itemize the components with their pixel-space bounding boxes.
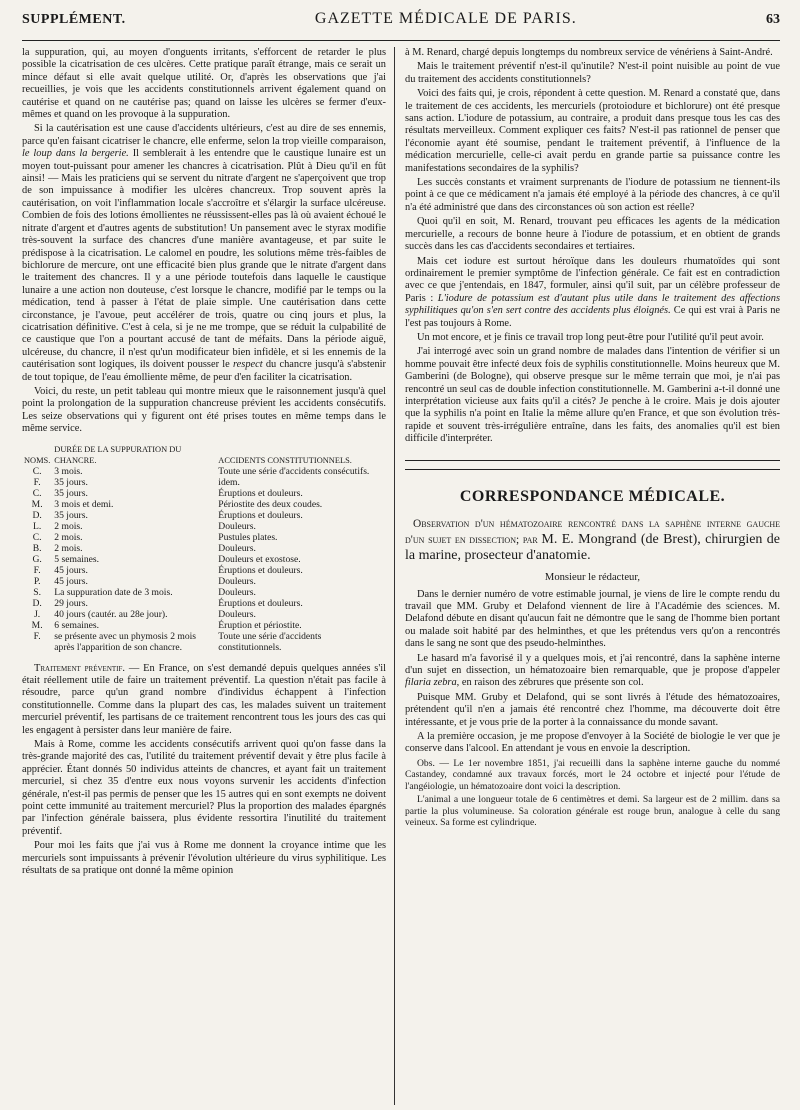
paragraph: Quoi qu'il en soit, M. Renard, trouvant peu efficaces les agents de la médication mercurielle, a recours de bonne heure à l'iodure de potassium, et en obtient de grands succès dans les cas d'accidents secondaires et tertiaires. — [405, 216, 780, 253]
table-cell-nom: C. — [32, 465, 42, 477]
table-cell-nom: C. — [32, 487, 42, 499]
text-run: Observation d'un hématozoaire rencontré dans la saphène interne gauche d'un sujet en dissection; par — [405, 517, 780, 546]
table-cell-nom: F. — [33, 476, 41, 488]
right-column — [394, 47, 780, 1105]
italic-quote: L'iodure de potassium est d'autant plus utile dans le traitement des affections syphilitiques qu'on s'en sert contre des accidents plus éloignés. — [405, 292, 780, 317]
table-cell-duree: La suppuration date de 3 mois. — [54, 586, 173, 598]
table-row — [22, 477, 386, 488]
table-cell-nom: F. — [33, 630, 41, 642]
table-cell-nom: P. — [33, 575, 41, 587]
text-run: du chancre jusqu'à s'abstenir de tout topique, de l'eau émolliente même, de peur d'en faciliter la cicatrisation. — [22, 359, 387, 383]
table-cell-nom: M. — [31, 498, 43, 510]
section-title: CORRESPONDANCE MÉDICALE. — [459, 487, 726, 505]
table-cell-accidents: Douleurs et exostose. — [218, 553, 301, 565]
table-cell-nom: C. — [32, 531, 42, 543]
table-cell-duree: 2 mois. — [54, 520, 83, 532]
table-row — [22, 631, 386, 653]
table-cell-nom: L. — [33, 520, 42, 532]
observation-paragraph: L'animal a une longueur totale de 6 centimètres et demi. Sa largeur est de 2 millim. dans sa partie la plus volumineuse. Sa coloration générale est rouge brun, analogue à celle du sang veineux. Sa forme est cylindrique. — [405, 794, 780, 828]
observations-table — [22, 444, 386, 653]
text-run: Si la cautérisation est une cause d'accidents ultérieurs, c'est au dire de ses ennemis, parce qu'en faisant cicatriser le chancre, elle enferme, selon la trop vieille comparaison, — [22, 123, 386, 147]
table-cell-accidents: Éruption et périostite. — [218, 619, 302, 631]
table-cell-nom: J. — [34, 608, 41, 620]
observation-title — [405, 516, 780, 564]
paragraph: Voici, du reste, un petit tableau qui montre mieux que le raisonnement jusqu'à quel point la prolongation de la suppuration chancreuse prévient les accidents consécutifs. Les seize observations qui y figurent ont été prises toutes en même temps dans le même service. — [22, 385, 386, 435]
table-cell-nom: F. — [33, 564, 41, 576]
table-cell-nom: D. — [32, 597, 42, 609]
table-cell-duree: 35 jours. — [54, 509, 88, 521]
table-cell-duree: 35 jours. — [54, 476, 88, 488]
table-cell-accidents: Éruptions et douleurs. — [218, 487, 303, 499]
text-run: Mais cet iodure est surtout héroïque dans les douleurs rhumatoïdes qui sont ordinairement le premier symptôme de l'infection générale. Ce fait est en contradiction avec ce que j'entendais, en 1847, formuler, ainsi qu'il suit, par un célèbre professeur de Paris : — [405, 255, 780, 304]
table-cell-accidents: Douleurs. — [218, 520, 256, 532]
section-rule — [405, 460, 780, 461]
observation-paragraph: Obs. — Le 1er novembre 1851, j'ai recueilli dans la saphène interne gauche du nommé Castandey, condamné aux travaux forcés, mort le 24 octobre et injecté pour l'étude de l'angéiologie, un hématozoaire dont voici la description. — [405, 757, 780, 792]
table-cell-duree: 35 jours. — [54, 487, 88, 499]
table-cell-duree: 29 jours. — [54, 597, 88, 609]
paragraph: A la première occasion, je me propose d'envoyer à la Société de biologie le ver que je conserve dans l'alcool. En attendant je vous en envoie la description. — [405, 731, 780, 755]
table-body — [22, 466, 386, 653]
page-header — [22, 10, 780, 41]
table-header-duree: DURÉE DE LA SUPPURATION DU CHANCRE. — [54, 444, 182, 465]
italic-phrase: respect — [233, 359, 263, 371]
table-cell-accidents: Douleurs. — [218, 608, 256, 620]
table-cell-duree: 2 mois. — [54, 531, 83, 543]
paragraph: Dans le dernier numéro de votre estimable journal, je viens de lire le compte rendu du travail que MM. Gruby et Delafond viennent de lire à l'Académie des sciences. M. Delafond débute en disant qu'aucun fait ne démontre que le sang de l'homme bien portant ou malade soit habité par des helminthes, et que les prétendus vers qu'on a rencontrés dans le sang ne sont que des pseudo-helminthes. — [405, 588, 780, 650]
paragraph — [405, 653, 780, 690]
table-cell-accidents: Douleurs. — [218, 586, 256, 598]
table-cell-nom: B. — [32, 542, 42, 554]
paragraph — [22, 663, 386, 737]
table-row — [22, 532, 386, 543]
table-cell-duree: 45 jours. — [54, 564, 88, 576]
table-row — [22, 521, 386, 532]
paragraph: Mais à Rome, comme les accidents consécutifs arrivent quoi qu'on fasse dans la très-grande majorité des cas, l'utilité du traitement préventif devait y être plus facile à apprécier. Étant donnés 50 individus atteints de chancres, et ayant fait un traitement mercuriel, si chez 35 d'entre eux nous voyons survenir les accidents d'infection générale, n'est-il pas permis de penser que les 15 autres qui en sont exempts ne doivent point cette immunité au traitement mercuriel? Plus la proportion des malades épargnés par l'infection générale baissera, plus évidente ressortira l'inutilité du traitement préventif. — [22, 739, 386, 837]
table-row — [22, 598, 386, 609]
table-row — [22, 620, 386, 631]
table-row — [22, 543, 386, 554]
paragraph: Les succès constants et vraiment surprenants de l'iodure de potassium ne tiennent-ils point à ce que ce médicament n'a jamais été employé à la période des chancres, à ce qu'il n'a été administré que dans des circonstances où son action est réelle? — [405, 177, 780, 213]
table-row — [22, 554, 386, 565]
table-cell-accidents: idem. — [218, 476, 240, 488]
paragraph: J'ai interrogé avec soin un grand nombre de malades dans l'intention de vérifier si un homme pouvait être infecté deux fois de syphilis constitutionnelle. Moins heureux que M. Gamberini (de Bologne), qui observe presque sur le même terrain que moi, je n'ai pas rencontré un seul cas de double infection constitutionnelle. M. Gamberini a-t-il donné une interprétation vicieuse aux faits qu'il a cités? Je penche à le croire. Mais je dois ajouter que la syphilis n'a point en Italie la même allure qu'en France, et que son évolution très-rapide et souvent très-irrégulière entraîne, dans les faits, des anomalies qu'il est bien difficile d'interpréter. — [405, 346, 780, 445]
table-cell-duree: 3 mois et demi. — [54, 498, 114, 510]
table-cell-accidents: Douleurs. — [218, 575, 256, 587]
left-column — [22, 47, 394, 1105]
table-cell-duree: 3 mois. — [54, 465, 83, 477]
table-cell-accidents: Éruptions et douleurs. — [218, 564, 303, 576]
table-row — [22, 565, 386, 576]
table-cell-accidents: Éruptions et douleurs. — [218, 509, 303, 521]
paragraph — [405, 256, 780, 330]
paragraph: Mais le traitement préventif n'est-il qu'inutile? N'est-il point nuisible au point de vue du traitement des accidents constitutionnels? — [405, 61, 780, 85]
paragraph: Un mot encore, et je finis ce travail trop long peut-être pour l'utilité qu'il peut avoir. — [417, 331, 764, 343]
table-row — [22, 499, 386, 510]
page-number: 63 — [765, 12, 780, 27]
table-cell-nom: M. — [31, 619, 43, 631]
paragraph — [22, 123, 386, 384]
text-run: Ce qui est vrai à Paris ne l'est pas toujours à Rome. — [405, 305, 780, 329]
table-cell-accidents: Toute une série d'accidents consécutifs. — [218, 465, 370, 477]
table-cell-nom: G. — [32, 553, 42, 565]
table-cell-duree: se présente avec un phymosis 2 mois après l'apparition de son chancre. — [54, 630, 197, 653]
table-cell-nom: S. — [33, 586, 42, 598]
table-cell-duree: 2 mois. — [54, 542, 83, 554]
table-header-accidents: ACCIDENTS CONSTITUTIONNELS. — [218, 455, 352, 465]
text-run: Il semblerait à les entendre que le caustique lunaire est un moyen tout-puissant pour amener les chancres à cicatrisation. Plût à Dieu qu'il en fût ainsi! — Mais les praticiens qui se servent du nitrate d'argent ne s'aperçoivent que trop de son impuissance à modifier les ulcères chancreux. Trop souvent après la cautérisation, on voit l'inflammation locale s'accroître et s'élargir la surface ulcéreuse. Combien de fois des lotions émollientes ne réussissent-elles pas là où avaient échoué le nitrate d'argent et d'autres agents de substitution! Un pansement avec le styrax modifie très-souvent la surface des chancres d'une manière avantageuse, et par suite le prédispose à la cicatrisation. Le calomel en poudre, les solutions même très-faibles de bichlorure de mercure, ont une efficacité bien plus grande que le nitrate d'argent dans le traitement des chancres. Il y a une période toutefois dans laquelle le caustique lunaire a une action non douteuse, c'est lorsque le chancre, modifié par le temps ou la médication, tend à passer à l'état de plaie simple. Une cautérisation dans cette circonstance, je l'avoue, peut accélérer de trois, quatre ou cinq jours et plus, la cicatrisation définitive. C'est à cela, si je ne me trompe, que se réduit la culpabilité de ce caustique que l'on a pourtant accusé de tant de méfaits. Dans la période aiguë, ulcéreuse, du chancre, il n'est qu'un modificateur bien infidèle, et si les ennemis de la cautérisation sont logiques, ils doivent pousser le — [22, 148, 386, 371]
species-name: filaria zebra — [405, 677, 457, 689]
table-cell-accidents: Éruptions et douleurs. — [218, 597, 303, 609]
paragraph: à M. Renard, chargé depuis longtemps du nombreux service de vénériens à Saint-André. — [405, 47, 773, 58]
paragraph: Pour moi les faits que j'ai vus à Rome me donnent la croyance intime que les mercuriels sont impuissants à prévenir l'évolution ultérieure du virus syphilitique. Les résultats de sa pratique ont donné la même opinion — [22, 840, 386, 877]
table-cell-duree: 45 jours. — [54, 575, 88, 587]
journal-title: GAZETTE MÉDICALE DE PARIS. — [314, 10, 577, 27]
table-row — [22, 576, 386, 587]
author-line: M. E. Mongrand (de Brest), chirurgien de la marine, prosecteur d'anatomie. — [405, 531, 780, 563]
text-run: , en raison des zébrures que présente son col. — [456, 677, 644, 689]
columns — [22, 47, 780, 1105]
section-rule-thin — [405, 469, 780, 470]
table-row — [22, 510, 386, 521]
text-run: Le hasard m'a favorisé il y a quelques mois, et j'ai rencontré, dans la saphène interne d'un sujet en dissection, un hématozoaire bien remarquable, que je propose d'appeler — [405, 652, 780, 677]
table-row — [22, 587, 386, 598]
text-run: — En France, on s'est demandé depuis quelques années s'il était réellement utile de faire un traitement préventif. La question n'était pas facile à résoudre, parce qu'un grand nombre d'individus échappent à l'infection constitutionnelle. Comme dans la plupart des cas, les malades suivent un traitement mercuriel préventif, les partisans de ce traitement rencontrent tous les jours des cas qui les engagent à persister dans leur manière de faire. — [22, 662, 386, 736]
salutation: Monsieur le rédacteur, — [544, 571, 641, 583]
paragraph: Voici des faits qui, je crois, répondent à cette question. M. Renard a constaté que, dans le traitement de ces accidents, les mercuriels (protoiodure et bichlorure) ont été presque sans action. L'iodure de potassium, au contraire, a produit dans presque tous les cas des résultats merveilleux. Comment expliquer ces faits? N'est-il pas rationnel de penser que l'économie ayant été soumise, pendant le traitement préventif, à l'influence de la médication mercurielle, celle-ci avait perdu en grande partie sa puissance contre les manifestations secondaires de la syphilis? — [405, 88, 780, 174]
table-cell-accidents: Douleurs. — [218, 542, 256, 554]
table-row — [22, 466, 386, 477]
section-head: Traitement préventif. — [34, 662, 125, 674]
table-row — [22, 609, 386, 620]
table-cell-accidents: Pustules plates. — [218, 531, 278, 543]
table-cell-duree: 5 semaines. — [54, 553, 100, 565]
table-cell-accidents: Périostite des deux coudes. — [218, 498, 323, 510]
table-cell-duree: 6 semaines. — [54, 619, 100, 631]
italic-phrase: le loup dans la bergerie. — [22, 148, 129, 160]
table-cell-nom: D. — [32, 509, 42, 521]
supplement-label: SUPPLÉMENT. — [22, 12, 126, 27]
paragraph: Puisque MM. Gruby et Delafond, qui se sont livrés à l'étude des hématozoaires, prétendent qu'il n'en a jamais été rencontré chez l'homme, ma découverte doit être intéressante, et je vous prie de la porter à la connaissance du monde savant. — [405, 691, 780, 728]
table-cell-accidents: Toute une série d'accidents constitutionnels. — [218, 630, 322, 653]
table-cell-duree: 40 jours (cautér. au 28e jour). — [54, 608, 168, 620]
table-row — [22, 488, 386, 499]
paragraph: la suppuration, qui, au moyen d'onguents irritants, s'efforcent de retarder le plus possible la cicatrisation de ces ulcères. Cette pratique paraît étrange, mais ce serait un mince défaut si elle avait quelque utilité. Or, d'après les observations que j'ai recueillies, je vois que les accidents constitutionnels arrivent également quand on cautérise et quand on ne cautérise pas; quand on laisse les ulcères se fermer d'eux-mêmes et quand on les provoque à la suppuration. — [22, 47, 386, 121]
table-header-noms: NOMS. — [24, 455, 51, 465]
